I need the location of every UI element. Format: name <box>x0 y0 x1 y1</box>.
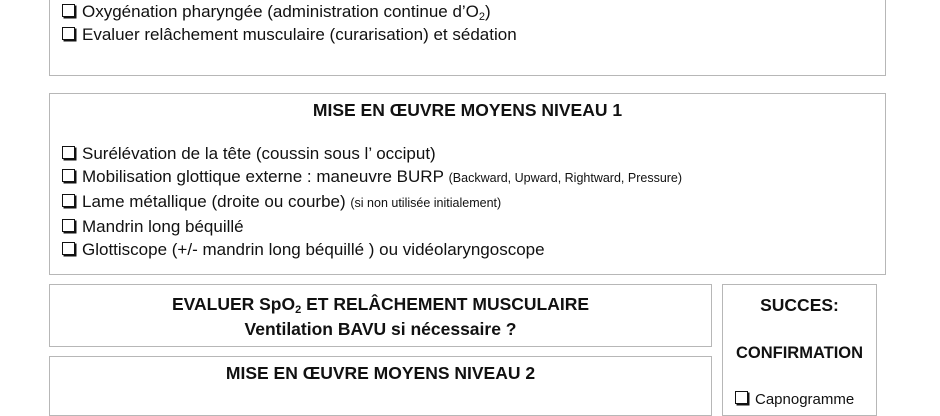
evaluate-title-line2: Ventilation BAVU si nécessaire ? <box>244 319 517 339</box>
checklist-item-note: (si non utilisée initialement) <box>350 196 502 210</box>
checkbox-icon[interactable] <box>62 219 75 232</box>
top-checklist-box <box>49 0 886 76</box>
level1-title: MISE EN ŒUVRE MOYENS NIVEAU 1 <box>312 100 623 120</box>
level1-checklist <box>62 142 682 261</box>
checklist-item-head-elevation[interactable] <box>62 142 682 165</box>
level2-title: MISE EN ŒUVRE MOYENS NIVEAU 2 <box>225 363 536 383</box>
checklist-item-label: Capnogramme <box>755 391 855 408</box>
checkbox-icon[interactable] <box>62 194 75 207</box>
checkbox-icon[interactable] <box>62 169 75 182</box>
checkbox-icon[interactable] <box>62 146 75 159</box>
top-checklist <box>62 0 517 46</box>
checklist-item-metal-blade[interactable] <box>62 190 682 215</box>
evaluate-box <box>49 284 712 347</box>
checklist-item-glottiscope[interactable] <box>62 238 682 261</box>
level2-box <box>49 356 712 416</box>
checklist-item-label: Glottiscope (+/- mandrin long béquillé ) ou vidéolaryngoscope <box>82 240 545 259</box>
checklist-item-burp[interactable] <box>62 165 682 190</box>
checklist-item-label: Surélévation de la tête (coussin sous l’ occiput) <box>82 144 436 163</box>
checkbox-icon[interactable] <box>735 391 748 404</box>
success-title: SUCCES: <box>760 295 839 315</box>
checkbox-icon[interactable] <box>62 27 75 40</box>
checklist-item-label: Lame métallique (droite ou courbe) <box>82 192 346 211</box>
checklist-item-note: (Backward, Upward, Rightward, Pressure) <box>448 171 683 185</box>
confirmation-title: CONFIRMATION <box>735 344 864 362</box>
success-box <box>722 284 877 416</box>
checklist-item-muscle-relaxation[interactable] <box>62 23 517 46</box>
checklist-item-label: Oxygénation pharyngée (administration continue $d’O_2$) <box>82 2 491 23</box>
checklist-item-label: Mandrin long béquillé <box>82 217 244 236</box>
checklist-item-label: Evaluer relâchement musculaire (curarisation) et sédation <box>82 25 517 44</box>
checkbox-icon[interactable] <box>62 4 75 17</box>
level1-box <box>49 93 886 275</box>
checklist-item-oxygenation[interactable] <box>62 0 517 23</box>
checklist-item-mandrin[interactable] <box>62 215 682 238</box>
checkbox-icon[interactable] <box>62 242 75 255</box>
checklist-item-label: Mobilisation glottique externe : maneuvre BURP <box>82 167 444 186</box>
evaluate-title-line1: EVALUER SpO$_2$ ET RELÂCHEMENT MUSCULAIRE <box>171 294 590 316</box>
